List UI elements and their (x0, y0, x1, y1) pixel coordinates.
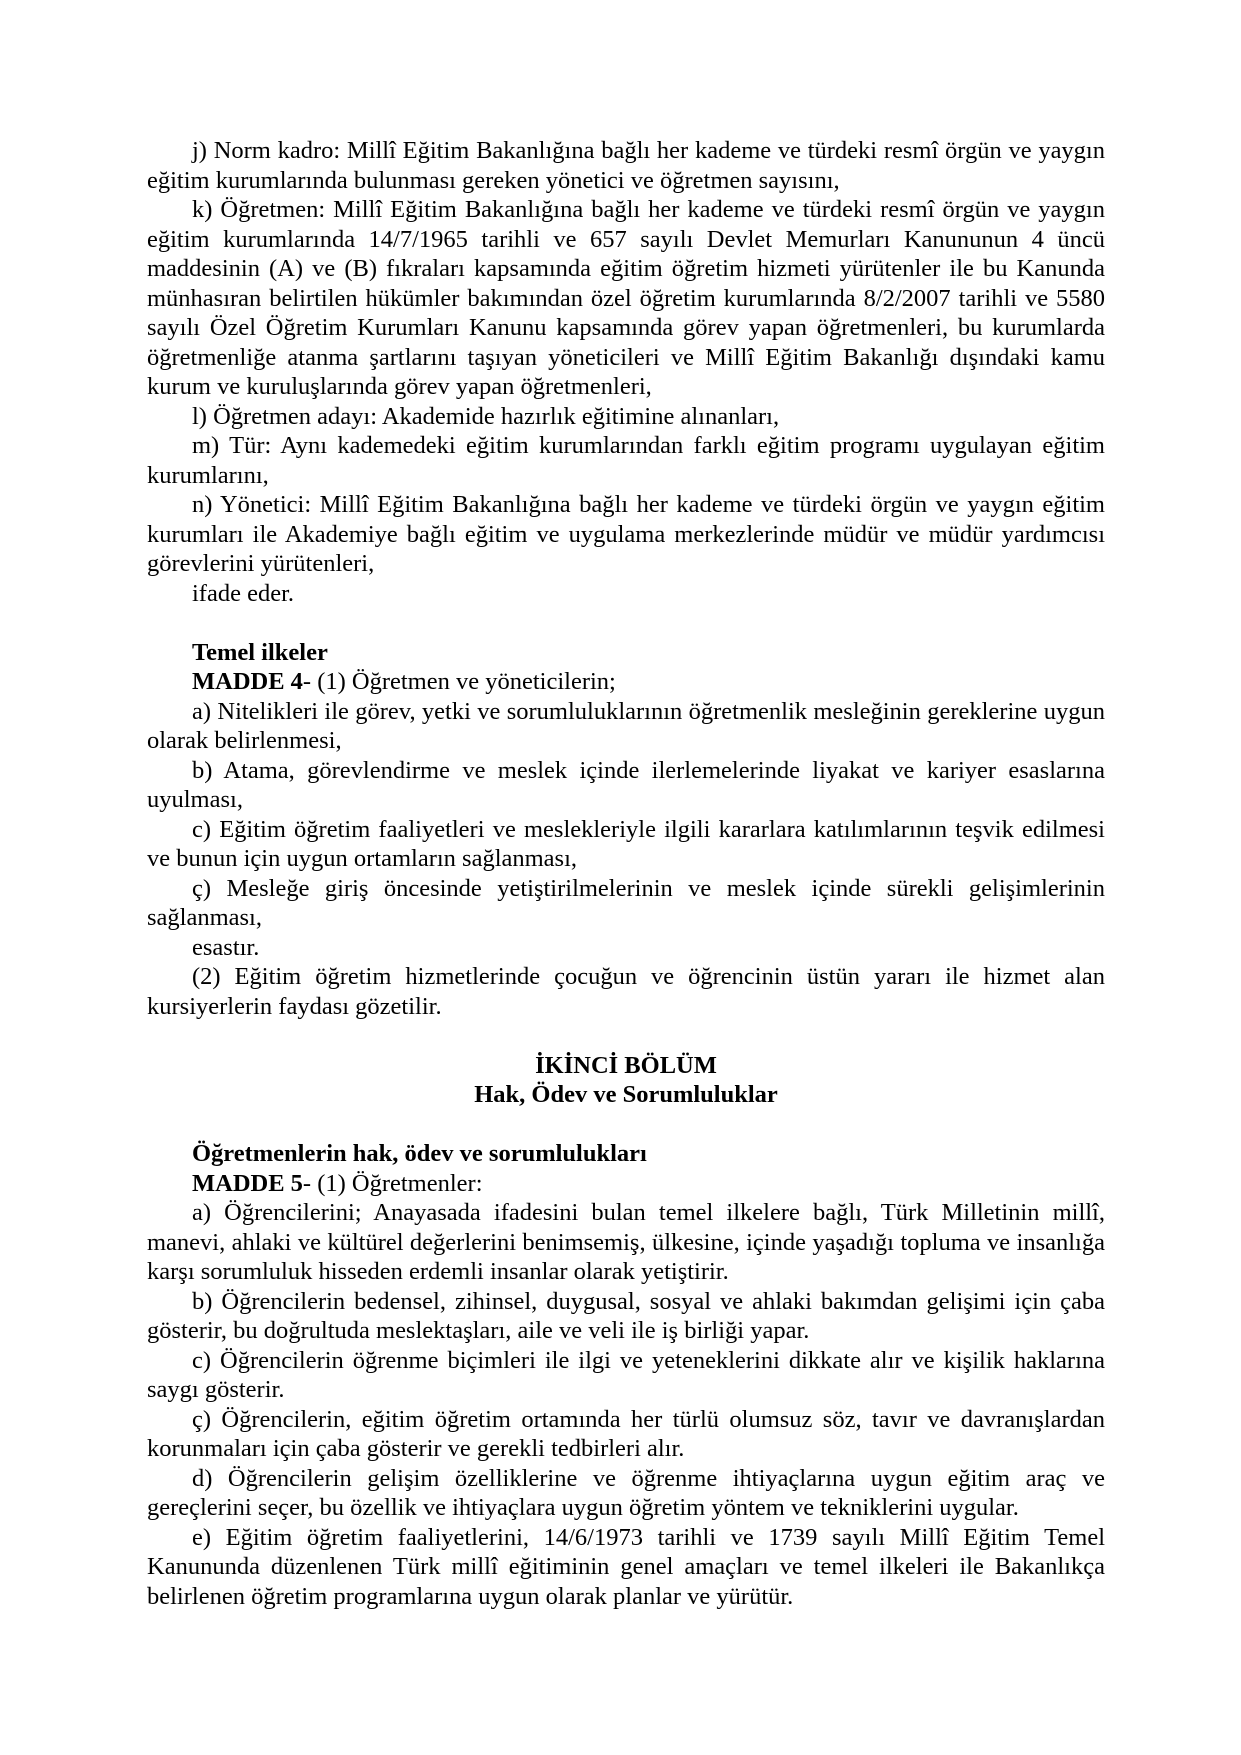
paragraph (147, 697, 1105, 756)
text-run: (2) Eğitim öğretim hizmetlerinde çocuğun ve öğrencinin üstün yararı ile hizmet alan kursiyerlerin faydası gözetilir. (147, 963, 1105, 1020)
paragraph (147, 431, 1105, 490)
paragraph (147, 1405, 1105, 1464)
paragraph (147, 815, 1105, 874)
text-run: b) Öğrencilerin bedensel, zihinsel, duygusal, sosyal ve ahlaki bakımdan gelişimi için çaba gösterir, bu doğrultuda meslektaşları, aile ve veli ile iş birliği yapar. (147, 1287, 1105, 1344)
paragraph (147, 402, 1105, 432)
chapter-heading (147, 1051, 1105, 1081)
text-run: d) Öğrencilerin gelişim özelliklerine ve öğrenme ihtiyaçlarına uygun eğitim araç ve gereçlerini seçer, bu özellik ve ihtiyaçlara uygun öğretim yöntem ve tekniklerini uygular. (147, 1464, 1105, 1521)
paragraph (147, 490, 1105, 579)
text-run: c) Öğrencilerin öğrenme biçimleri ile ilgi ve yeteneklerini dikkate alır ve kişilik haklarına saygı gösterir. (147, 1346, 1105, 1403)
paragraph (147, 579, 1105, 609)
text-run: k) Öğretmen: Millî Eğitim Bakanlığına bağlı her kademe ve türdeki resmî örgün ve yaygın eğitim kurumlarında 14/7/1965 tarihli ve 657 sayılı Devlet Memurları Kanununun 4 üncü maddesinin (A) ve (B) fıkraları kapsamında eğitim öğretim hizmeti yürütenler ile bu Kanunda münhasıran belirtilen hükümler bakımından özel öğretim kurumlarında 8/2/2007 tarihli ve 5580 sayılı Özel Öğretim Kurumları Kanunu kapsamında görev yapan öğretmenleri, bu kurumlarda öğretmenliğe atanma şartlarını taşıyan yöneticileri ve Millî Eğitim Bakanlığı dışındaki kamu kurum ve kuruluşlarında görev yapan öğretmenleri, (147, 196, 1105, 400)
paragraph (147, 756, 1105, 815)
text-run: esastır. (192, 933, 260, 961)
paragraph (147, 962, 1105, 1021)
text-run: c) Eğitim öğretim faaliyetleri ve meslekleriyle ilgili kararlara katılımlarının teşvik edilmesi ve bunun için uygun ortamların sağlanması, (147, 815, 1105, 872)
bold-text-run: Temel ilkeler (192, 638, 328, 666)
paragraph (147, 1523, 1105, 1612)
bold-text-run: Öğretmenlerin hak, ödev ve sorumlulukları (192, 1140, 647, 1167)
paragraph (147, 1169, 1105, 1199)
paragraph (147, 1464, 1105, 1523)
paragraph (147, 667, 1105, 697)
text-run: a) Nitelikleri ile görev, yetki ve sorumluluklarının öğretmenlik mesleğinin gereklerine uygun olarak belirlenmesi, (147, 697, 1105, 754)
text-run: j) Norm kadro: Millî Eğitim Bakanlığına bağlı her kademe ve türdeki resmî örgün ve yaygın eğitim kurumlarında bulunması gereken yönetici ve öğretmen sayısını, (147, 137, 1105, 194)
text-run: n) Yönetici: Millî Eğitim Bakanlığına bağlı her kademe ve türdeki örgün ve yaygın eğitim kurumları ile Akademiye bağlı eğitim ve uygulama merkezlerinde müdür ve müdür yardımcısı görevlerini yürütenleri, (147, 491, 1105, 577)
blank-line (147, 608, 1105, 638)
bold-text-run: MADDE 4 (192, 668, 303, 695)
text-run: ç) Mesleğe giriş öncesinde yetiştirilmelerinin ve meslek içinde sürekli gelişimlerinin sağlanması, (147, 874, 1105, 931)
text-run: l) Öğretmen adayı: Akademide hazırlık eğitimine alınanları, (192, 402, 780, 430)
bold-text-run: MADDE 5 (192, 1169, 303, 1197)
bold-text-run: Hak, Ödev ve Sorumluluklar (474, 1081, 778, 1108)
text-run: a) Öğrencilerini; Anayasada ifadesini bulan temel ilkelere bağlı, Türk Milletinin millî, manevi, ahlaki ve kültürel değerlerini benimsemiş, ülkesine, içinde yaşadığı topluma ve insanlığa karşı sorumluluk hisseden erdemli insanlar olarak yetiştirir. (147, 1199, 1105, 1285)
paragraph (147, 874, 1105, 933)
document-body (147, 136, 1105, 1611)
text-run: - (1) Öğretmenler: (302, 1169, 483, 1197)
bold-text-run: İKİNCİ BÖLÜM (535, 1051, 717, 1079)
section-heading (147, 1139, 1105, 1169)
paragraph (147, 933, 1105, 963)
section-heading (147, 638, 1105, 668)
text-run: ifade eder. (192, 579, 295, 607)
blank-line (147, 1110, 1105, 1140)
text-run: m) Tür: Aynı kademedeki eğitim kurumlarından farklı eğitim programı uygulayan eğitim kurumlarını, (147, 432, 1105, 489)
paragraph (147, 136, 1105, 195)
text-run: ç) Öğrencilerin, eğitim öğretim ortamında her türlü olumsuz söz, tavır ve davranışlardan korunmaları için çaba gösterir ve gerekli tedbirleri alır. (147, 1405, 1105, 1462)
paragraph (147, 195, 1105, 402)
text-run: b) Atama, görevlendirme ve meslek içinde ilerlemelerinde liyakat ve kariyer esaslarına uyulması, (147, 756, 1105, 813)
paragraph (147, 1287, 1105, 1346)
paragraph (147, 1198, 1105, 1287)
text-run: e) Eğitim öğretim faaliyetlerini, 14/6/1973 tarihli ve 1739 sayılı Millî Eğitim Temel Kanununda düzenlenen Türk millî eğitiminin genel amaçları ve temel ilkeleri ile Bakanlıkça belirlenen öğretim programlarına uygun olarak planlar ve yürütür. (147, 1523, 1105, 1610)
chapter-heading (147, 1080, 1105, 1110)
blank-line (147, 1021, 1105, 1051)
text-run: - (1) Öğretmen ve yöneticilerin; (302, 668, 616, 695)
paragraph (147, 1346, 1105, 1405)
